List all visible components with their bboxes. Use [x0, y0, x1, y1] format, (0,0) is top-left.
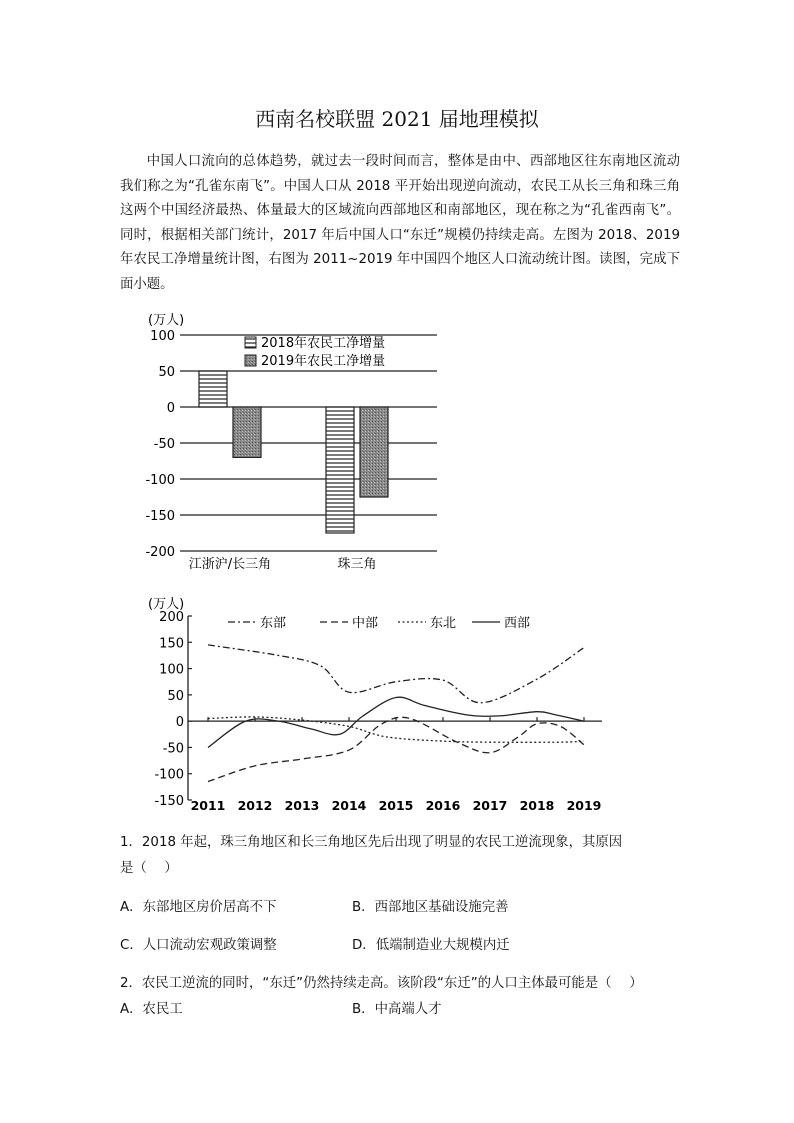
q2-option-a[interactable]: A．农民工: [120, 1002, 183, 1017]
line-chart: [140, 592, 610, 817]
y-tick-label: 50: [158, 365, 175, 380]
page-title: 西南名校联盟 2021 届地理模拟: [255, 107, 539, 131]
y-unit-label: (万人): [148, 597, 185, 612]
bar: [199, 371, 227, 407]
x-tick-label: 2017: [472, 798, 508, 813]
legend-swatch: [245, 337, 256, 348]
y-tick-label: 100: [159, 662, 184, 678]
y-tick-label: -150: [154, 794, 184, 809]
series-line: [208, 697, 584, 747]
x-tick-label: 2013: [284, 798, 320, 813]
x-tick-label: 2018: [519, 798, 555, 813]
y-unit-label: (万人): [148, 313, 185, 328]
legend-label: 2019年农民工净增量: [261, 354, 386, 369]
bar: [326, 407, 354, 533]
legend-label: 东北: [430, 616, 457, 631]
y-tick-label: -50: [162, 741, 184, 757]
q1-option-b[interactable]: B．西部地区基础设施完善: [352, 900, 509, 915]
intro-paragraph: 中国人口流向的总体趋势，就过去一段时间而言，整体是由中、西部地区往东南地区流动我们称之为“孔雀东南飞”。中国人口从 2018 平开始出现逆向流动，农民工从长三角和珠三角这两个中国经济最热、体量最大的区域流向西部地区和南部地区，现在称之为“孔雀西南飞”。同时，根据相关部门统计，2017 年后中国人口“东迁”规模仍持续走高。左图为 2018、2019 年农民工净增量统计图，右图为 2011~2019 年中国四个地区人口流动统计图。读图，完成下面小题。: [120, 154, 680, 292]
bar-chart: [135, 310, 455, 580]
x-tick-label: 2016: [425, 798, 461, 813]
legend-label: 2018年农民工净增量: [261, 336, 386, 351]
x-tick-label: 2019: [566, 798, 602, 813]
q1-option-c[interactable]: C．人口流动宏观政策调整: [120, 938, 277, 953]
x-tick-label: 2012: [237, 798, 273, 813]
bar: [233, 407, 261, 457]
bar: [360, 407, 388, 497]
question-1-stem: 1．2018 年起，珠三角地区和长三角地区先后出现了明显的农民工逆流现象，其原因: [120, 835, 623, 850]
x-tick-label: 2011: [190, 798, 226, 813]
y-tick-label: -50: [153, 437, 175, 452]
y-tick-label: -150: [145, 509, 175, 524]
q1-option-a[interactable]: A．东部地区房价居高不下: [120, 900, 277, 915]
question-1-stem-cont: 是（ ）: [120, 861, 178, 876]
y-tick-label: -100: [145, 473, 175, 488]
x-tick-label: 2015: [378, 798, 414, 813]
legend-label: 西部: [504, 616, 531, 631]
series-line: [208, 645, 584, 703]
y-tick-label: 200: [159, 610, 184, 625]
legend-swatch: [245, 355, 256, 366]
x-category-label: 江浙沪/长三角: [188, 557, 272, 572]
series-line: [208, 717, 584, 781]
q2-option-b[interactable]: B．中高端人才: [352, 1002, 442, 1017]
y-tick-label: 50: [167, 688, 184, 704]
y-tick-label: 0: [166, 401, 175, 416]
y-tick-label: 100: [150, 329, 175, 344]
y-tick-label: -100: [154, 767, 184, 783]
q1-option-d[interactable]: D．低端制造业大规模内迁: [352, 938, 510, 953]
legend-label: 中部: [352, 616, 379, 631]
x-category-label: 珠三角: [337, 557, 377, 572]
y-tick-label: -200: [145, 545, 175, 560]
legend-label: 东部: [260, 616, 287, 631]
y-tick-label: 0: [175, 715, 184, 731]
question-2-stem: 2．农民工逆流的同时，“东迁”仍然持续走高。该阶段“东迁”的人口主体最可能是（ ）: [120, 976, 643, 991]
x-tick-label: 2014: [331, 798, 367, 813]
y-tick-label: 150: [159, 636, 184, 652]
